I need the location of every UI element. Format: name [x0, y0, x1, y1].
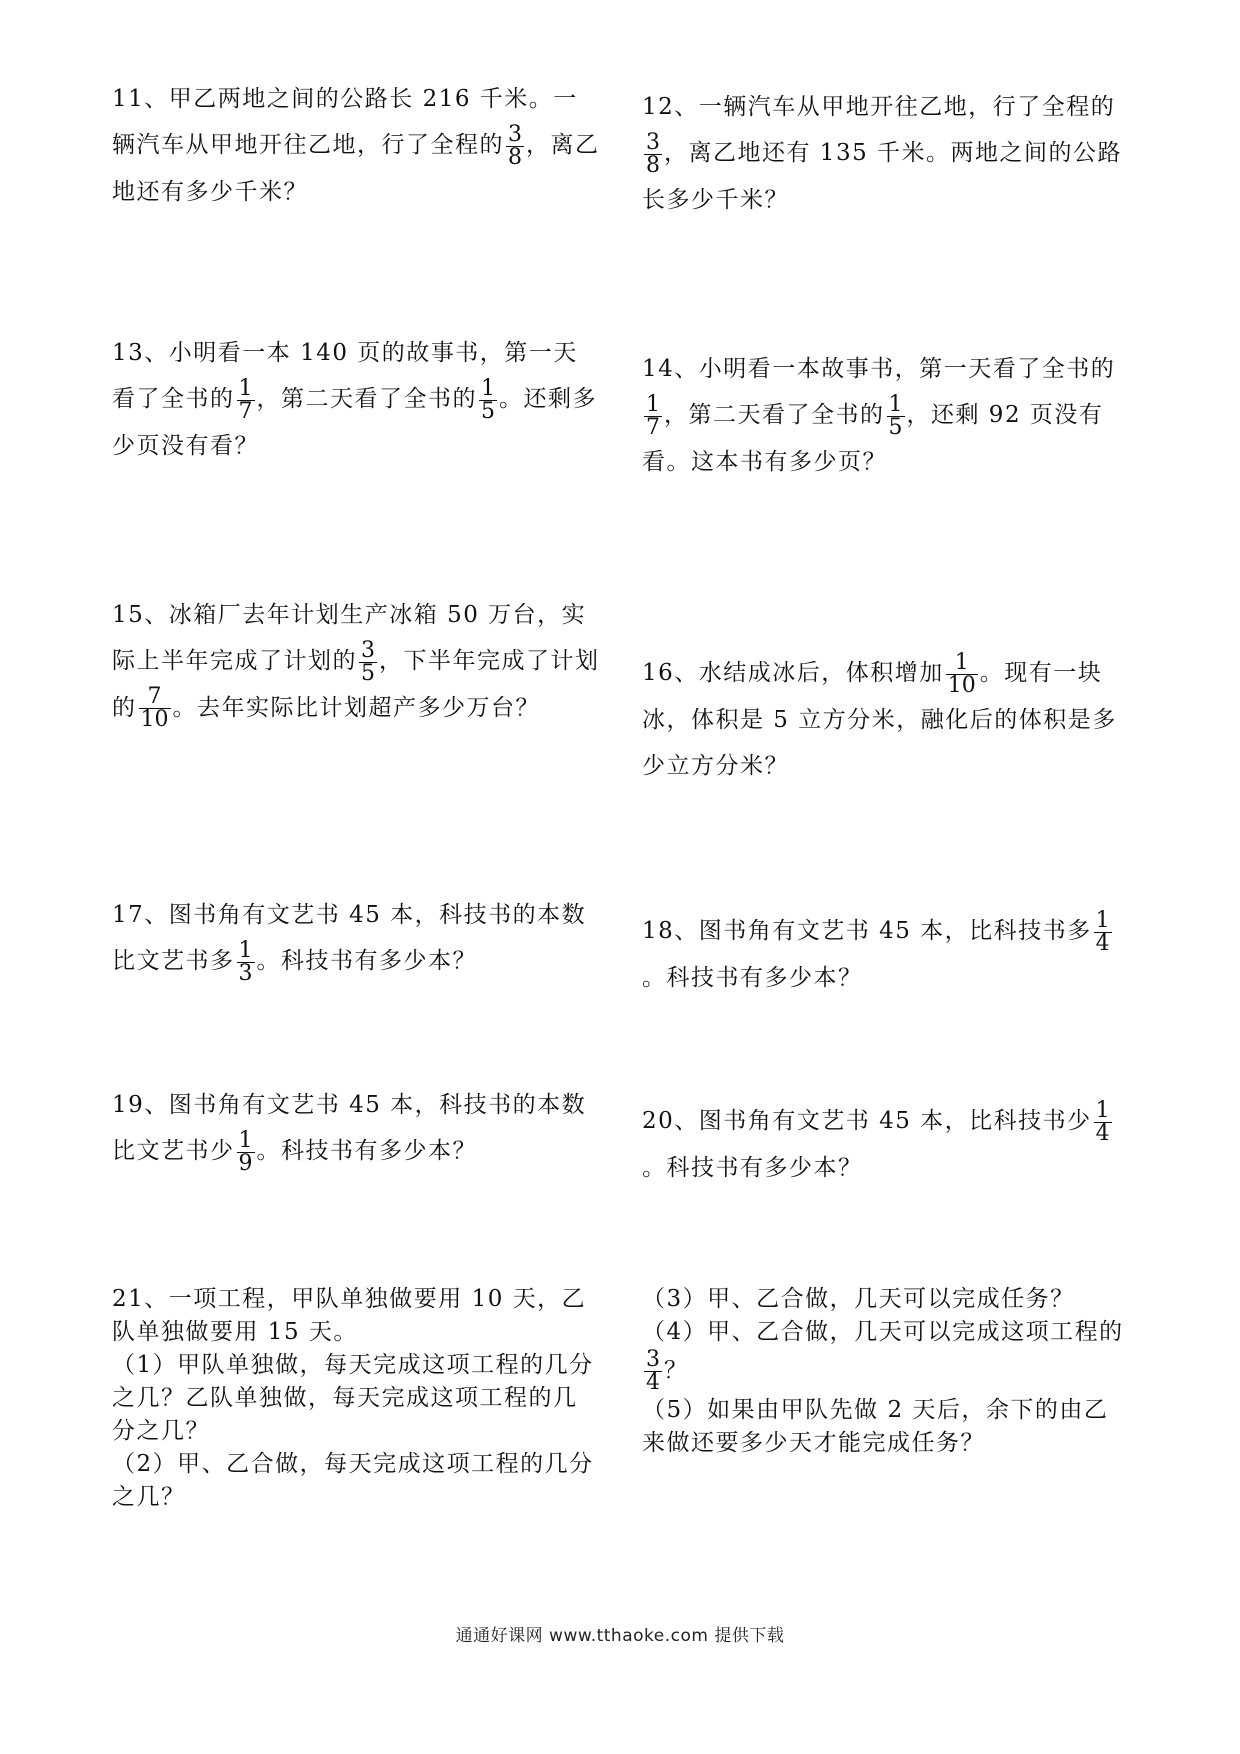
numerator: 1 — [238, 937, 253, 963]
denominator: 10 — [947, 672, 976, 698]
fraction — [359, 637, 377, 686]
denominator: 3 — [238, 960, 253, 986]
problem-17 — [112, 892, 600, 985]
fraction — [139, 686, 171, 731]
problem-13 — [112, 330, 600, 469]
fraction — [237, 937, 255, 986]
problem-text: ，离乙地还有多少千米？ — [112, 132, 600, 205]
problem-text: 11、甲乙两地之间的公路长 216 千米。一辆汽车从甲地开往乙地，行了全程的 — [112, 86, 578, 158]
page-footer: 通通好课网 www.tthaoke.com 提供下载 — [455, 1626, 785, 1646]
problem-text: 14、小明看一本故事书，第一天看了全书的 — [642, 356, 1116, 382]
denominator: 9 — [238, 1150, 253, 1176]
denominator: 4 — [646, 1370, 660, 1395]
problem-21-question-4 — [642, 1316, 1132, 1394]
problem-text: 。去年实际比计划超产多少万台？ — [172, 694, 540, 721]
problem-16 — [642, 650, 1132, 789]
denominator: 7 — [646, 414, 660, 440]
problem-21-question-1: （1）甲队单独做，每天完成这项工程的几分之几？乙队单独做，每天完成这项工程的几分之几？ — [112, 1352, 594, 1444]
denominator: 5 — [888, 414, 903, 440]
denominator: 7 — [238, 398, 253, 424]
numerator: 3 — [508, 121, 522, 147]
fraction — [946, 649, 978, 698]
problem-text: 17、图书角有文艺书 45 本，科技书的本数比文艺书多 — [112, 902, 587, 974]
numerator: 3 — [361, 637, 375, 663]
fraction — [506, 121, 524, 170]
denominator: 4 — [1095, 1120, 1110, 1146]
fraction — [479, 375, 497, 424]
fraction — [237, 1127, 255, 1176]
denominator: 8 — [508, 144, 522, 170]
problem-18 — [642, 908, 1132, 1001]
fraction — [1094, 1097, 1112, 1146]
problem-text: 。科技书有多少本？ — [642, 964, 863, 991]
problem-text: 19、图书角有文艺书 45 本，科技书的本数比文艺书少 — [112, 1092, 587, 1164]
problem-21-intro: 21、一项工程，甲队单独做要用 10 天，乙队单独做要用 15 天。 — [112, 1286, 587, 1345]
problem-11 — [112, 76, 600, 215]
numerator: 1 — [954, 649, 969, 675]
numerator: 1 — [888, 391, 903, 417]
problem-text: ，离乙地还有 135 千米。两地之间的公路长多少千米？ — [642, 140, 1123, 213]
fraction — [644, 1349, 662, 1394]
numerator: 1 — [481, 375, 495, 401]
numerator: 3 — [646, 1347, 660, 1372]
denominator: 8 — [646, 152, 660, 178]
fraction — [1094, 907, 1112, 956]
numerator: 1 — [238, 375, 253, 401]
problem-21-question-3: （3）甲、乙合做，几天可以完成任务？ — [642, 1286, 1075, 1312]
denominator: 5 — [361, 660, 375, 686]
denominator: 5 — [481, 398, 495, 424]
numerator: 1 — [1095, 907, 1110, 933]
numerator: 7 — [147, 684, 162, 709]
numerator: 3 — [646, 129, 660, 155]
problem-text: 13、小明看一本 140 页的故事书，第一天看了全书的 — [112, 340, 578, 412]
problem-text: 16、水结成冰后，体积增加 — [642, 660, 944, 686]
problem-21-question-5: （5）如果由甲队先做 2 天后，余下的由乙来做还要多少天才能完成任务？ — [642, 1397, 1109, 1456]
problem-text: 。科技书有多少本？ — [256, 948, 477, 974]
problem-14 — [642, 346, 1132, 485]
problem-15 — [112, 592, 600, 731]
problem-text: 20、图书角有文艺书 45 本，比科技书少 — [642, 1108, 1092, 1134]
denominator: 4 — [1095, 930, 1110, 956]
problem-21-question-2: （2）甲、乙合做，每天完成这项工程的几分之几？ — [112, 1451, 594, 1510]
problem-20 — [642, 1098, 1132, 1191]
problem-21-continued — [642, 1283, 1132, 1460]
problem-text: 。现有一块冰，体积是 5 立方分米，融化后的体积是多少立方分米？ — [642, 660, 1117, 779]
problem-19 — [112, 1082, 600, 1175]
fraction — [644, 129, 662, 178]
problem-text: 。还剩多少页没有看？ — [112, 386, 597, 459]
problem-text: 18、图书角有文艺书 45 本，比科技书多 — [642, 918, 1092, 944]
numerator: 1 — [1095, 1097, 1110, 1123]
problem-text: 12、一辆汽车从甲地开往乙地，行了全程的 — [642, 94, 1116, 120]
problem-text: ，下半年完成了计划的 — [112, 648, 600, 721]
problem-text: 15、冰箱厂去年计划生产冰箱 50 万台，实际上半年完成了计划的 — [112, 602, 587, 674]
numerator: 1 — [646, 391, 660, 417]
problem-text: （4）甲、乙合做，几天可以完成这项工程的 — [642, 1319, 1124, 1345]
problem-text: ，还剩 92 页没有看。这本书有多少页？ — [642, 402, 1104, 475]
problem-text: 。科技书有多少本？ — [642, 1154, 863, 1181]
problem-text: 。科技书有多少本？ — [256, 1138, 477, 1164]
numerator: 1 — [238, 1127, 253, 1153]
fraction — [644, 391, 662, 440]
problem-21 — [112, 1283, 600, 1514]
fraction — [237, 375, 255, 424]
problem-text: ，第二天看了全书的 — [256, 386, 477, 412]
problem-12 — [642, 84, 1132, 223]
problem-text: ？ — [664, 1357, 689, 1384]
denominator: 10 — [140, 707, 169, 732]
fraction — [887, 391, 905, 440]
problem-text: ，第二天看了全书的 — [664, 402, 885, 428]
